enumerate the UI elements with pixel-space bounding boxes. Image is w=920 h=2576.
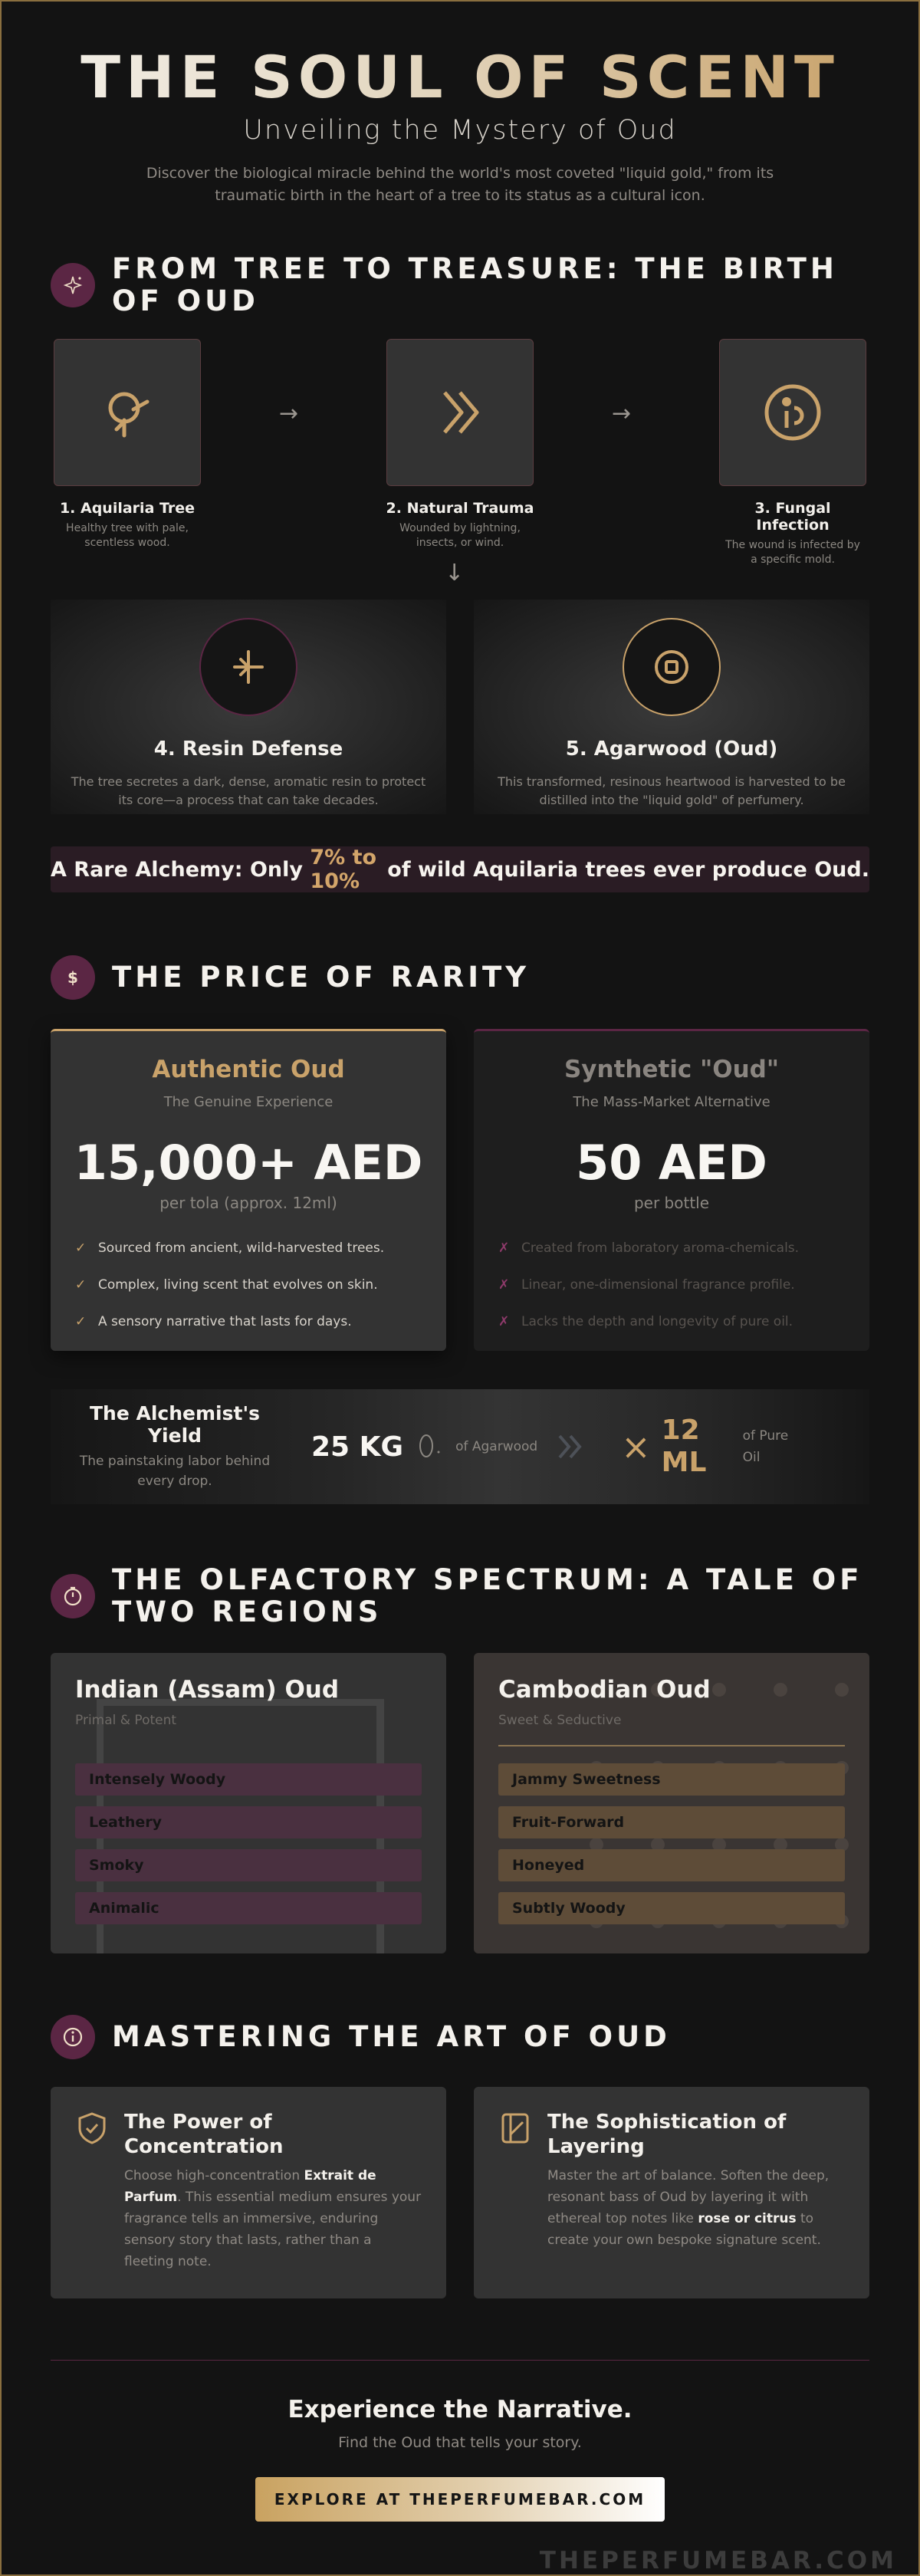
region-title: Indian (Assam) Oud [75, 1676, 340, 1704]
info-icon [51, 2015, 95, 2059]
card-title: The Power of Concentration [124, 2111, 284, 2158]
card-subtitle: The Mass-Market Alternative [573, 1094, 770, 1110]
price-value: 15,000+ AED [74, 1135, 423, 1191]
card-title: Authentic Oud [152, 1056, 345, 1083]
list-item: ✗ Created from laboratory aroma-chemicals. [498, 1240, 800, 1256]
watermark: THEPERFUMEBAR.COM [539, 2547, 897, 2574]
tree-icon [97, 382, 158, 443]
double-chevron-icon [429, 382, 491, 443]
card-body [547, 2110, 846, 2298]
step-name: 5. Agarwood (Oud) [565, 738, 778, 761]
drop-icon [414, 1428, 445, 1466]
shield-check-icon [77, 2111, 107, 2145]
layers-icon [500, 2111, 531, 2145]
step-desc: Wounded by lightning, insects, or wind. [399, 522, 521, 549]
check-icon: ✓ [75, 1314, 87, 1329]
step-fungal-infection [716, 339, 869, 567]
synthetic-oud-card [474, 1029, 869, 1351]
feature-list [498, 1240, 869, 1330]
rarity-text-before: A Rare Alchemy: Only [51, 857, 310, 882]
note-pill: Subtly Woody [498, 1892, 845, 1924]
note-pill: Fruit-Forward [498, 1806, 845, 1838]
region-title: Cambodian Oud [498, 1676, 711, 1704]
step-desc: Healthy tree with pale, scentless wood. [66, 522, 189, 549]
concentration-card [51, 2087, 446, 2298]
price-section-title: THE PRICE OF RARITY [112, 961, 531, 994]
region-tagline: Sweet & Seductive [498, 1713, 622, 1728]
check-icon: ✓ [75, 1277, 87, 1293]
list-item: ✗ Lacks the depth and longevity of pure oil. [498, 1314, 794, 1329]
step-desc: The wound is infected by a specific mold. [725, 539, 860, 566]
card-title: Synthetic "Oud" [564, 1056, 780, 1083]
step-box [386, 339, 534, 486]
note-pill: Honeyed [498, 1849, 845, 1881]
price-unit: per tola (approx. 12ml) [159, 1194, 337, 1212]
process-steps [51, 339, 869, 566]
feature-list [75, 1240, 446, 1330]
note-pill: Intensely Woody [75, 1763, 422, 1796]
list-item: ✓ Complex, living scent that evolves on skin. [75, 1277, 378, 1293]
step-aquilaria-tree [51, 339, 204, 550]
mastering-section-title: MASTERING THE ART OF OUD [112, 2020, 671, 2053]
yield-result-label: of Pure Oil [742, 1428, 789, 1465]
rarity-banner [51, 846, 869, 892]
list-item: ✓ Sourced from ancient, wild-harvested trees. [75, 1240, 385, 1256]
card-subtitle: The Genuine Experience [163, 1094, 334, 1110]
agarwood-icon [623, 618, 721, 716]
step-box [54, 339, 201, 486]
list-item: ✓ A sensory narrative that lasts for days. [75, 1314, 352, 1329]
yield-heading [51, 1402, 281, 1491]
resin-icon [199, 618, 297, 716]
footer [51, 2360, 869, 2522]
layering-card [474, 2087, 869, 2298]
birth-section-header [51, 253, 869, 317]
alchemist-yield-banner [51, 1389, 869, 1504]
cross-icon: ✗ [498, 1240, 510, 1256]
step-agarwood [474, 600, 869, 814]
arrow-icon: → [279, 400, 299, 427]
divider [498, 1745, 845, 1746]
note-pill: Leathery [75, 1806, 422, 1838]
down-arrow-icon: ↓ [445, 560, 465, 586]
indian-oud-card [51, 1653, 446, 1953]
authentic-oud-card [51, 1029, 446, 1351]
sparkle-icon [51, 263, 95, 307]
note-pill: Animalic [75, 1892, 422, 1924]
step-box [719, 339, 866, 486]
footer-title: Experience the Narrative. [288, 2396, 632, 2423]
step-name: 1. Aquilaria Tree [59, 500, 196, 517]
card-title: The Sophistication of Layering [547, 2111, 787, 2158]
step-name: 4. Resin Defense [153, 738, 343, 761]
intro-text: Discover the biological miracle behind the world's most coveted "liquid gold," from its traumatic birth in the heart of a tree to its status as a cultural icon. [146, 165, 774, 204]
region-tagline: Primal & Potent [75, 1713, 177, 1728]
yield-title: The Alchemist's Yield [90, 1402, 260, 1447]
card-text: Choose high-concentration Extrait de Parfum. This essential medium ensures your fragrance tells an immersive, enduring sensory story that lasts, rather than a fleeting note. [124, 2168, 422, 2269]
cross-icon: ✗ [498, 1277, 510, 1293]
cambodian-oud-card [474, 1653, 869, 1953]
price-section-header [51, 955, 869, 1000]
birth-section-title: FROM TREE TO TREASURE: THE BIRTH OF OUD [112, 252, 838, 317]
card-text: Master the art of balance. Soften the deep, resonant bass of Oud by layering it with ethereal top notes like rose or citrus to create your own bespoke signature scent. [547, 2168, 830, 2248]
double-chevron-icon [554, 1431, 587, 1462]
cross-icon: ✗ [498, 1314, 510, 1329]
rarity-highlight: 7% to 10% [310, 846, 377, 893]
multiply-icon: × [621, 1426, 651, 1467]
explore-button[interactable]: EXPLORE AT THEPERFUMEBAR.COM [255, 2477, 665, 2522]
yield-amount-label: of Agarwood [455, 1439, 538, 1454]
step-natural-trauma [383, 339, 537, 550]
list-item: ✗ Linear, one-dimensional fragrance profile. [498, 1277, 795, 1293]
mastering-section-header [51, 2015, 869, 2059]
timer-icon [51, 1574, 95, 1618]
spectrum-section-title: THE OLFACTORY SPECTRUM: A TALE OF TWO REGIONS [112, 1563, 863, 1628]
page-title: THE SOUL OF SCENT [51, 43, 869, 112]
yield-amount: 25 KG [311, 1431, 404, 1463]
page-subtitle: Unveiling the Mystery of Oud [243, 115, 677, 146]
check-icon: ✓ [75, 1240, 87, 1256]
yield-subtitle: The painstaking labor behind every drop. [79, 1454, 271, 1489]
note-pill: Smoky [75, 1849, 422, 1881]
price-value: 50 AED [576, 1135, 767, 1191]
price-unit: per bottle [633, 1194, 710, 1212]
step-desc: The tree secretes a dark, dense, aromatic resin to protect its core—a process that can take decades. [71, 774, 426, 807]
rarity-text-after: of wild Aquilaria trees ever produce Oud. [380, 857, 869, 882]
spore-icon [761, 380, 825, 445]
dollar-icon: $ [51, 955, 95, 1000]
card-body [124, 2110, 423, 2298]
yield-result: 12 ML [661, 1414, 707, 1478]
spectrum-section-header [51, 1564, 869, 1628]
step-name: 3. Fungal Infection [754, 500, 831, 534]
arrow-icon: → [612, 400, 632, 427]
step-name: 2. Natural Trauma [386, 500, 534, 517]
step-desc: This transformed, resinous heartwood is harvested to be distilled into the "liquid gold" of perfumery. [498, 774, 846, 807]
footer-subtitle: Find the Oud that tells your story. [338, 2434, 582, 2451]
note-pill: Jammy Sweetness [498, 1763, 845, 1796]
hero [51, 43, 869, 207]
step-resin-defense [51, 600, 446, 814]
